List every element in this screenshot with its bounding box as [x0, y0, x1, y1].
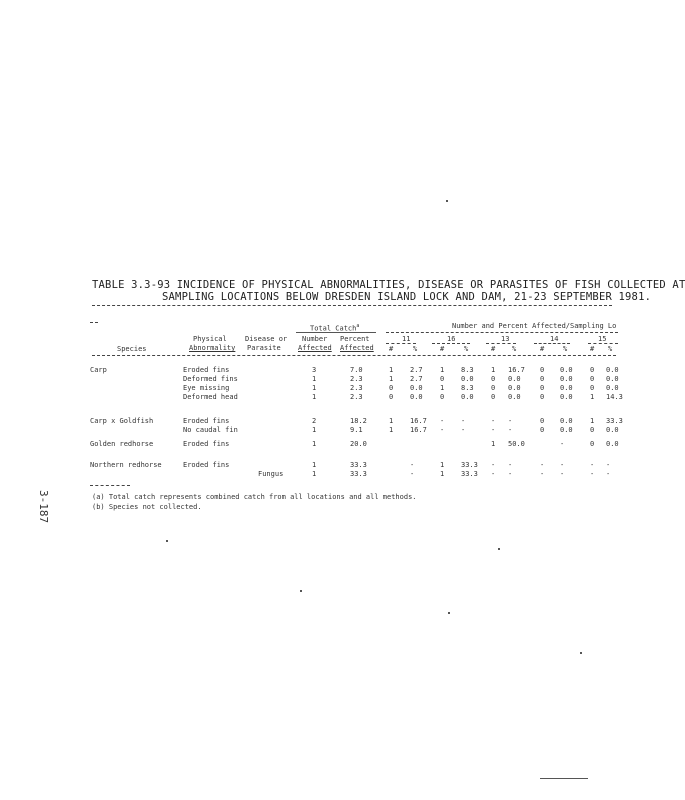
location-header-2: 16 [447, 335, 456, 343]
location-cell: 0 [590, 426, 595, 434]
location-cell: - [590, 461, 595, 469]
percent-affected-cell: 18.2 [350, 417, 367, 425]
location-cell: 0.0 [461, 393, 474, 401]
species-header: Species [117, 345, 147, 353]
location-cell: - [461, 417, 466, 425]
location-cell: - [560, 470, 565, 478]
location-cell: 1 [440, 461, 445, 469]
location-cell: - [410, 470, 415, 478]
locations-rule [386, 332, 618, 333]
location-cell: 14.3 [606, 393, 623, 401]
abnormality-cell: Eroded fins [183, 366, 230, 374]
location-cell: 0.0 [560, 375, 573, 383]
abnormality-cell: Deformed fins [183, 375, 238, 383]
location-cell: - [560, 440, 565, 448]
scan-speck [498, 548, 500, 550]
sub-pct-2: % [464, 345, 469, 353]
percent-affected-cell: 33.3 [350, 461, 367, 469]
location-rule-3 [486, 343, 516, 344]
location-cell: 0 [540, 366, 545, 374]
scan-speck [580, 652, 582, 654]
scan-speck [166, 540, 168, 542]
location-cell: 0 [540, 417, 545, 425]
location-rule-2 [432, 343, 470, 344]
header-tick [90, 322, 98, 323]
location-cell: 0.0 [560, 393, 573, 401]
abnormality-cell: Deformed head [183, 393, 238, 401]
location-cell: - [508, 417, 513, 425]
percent-affected-cell: 2.3 [350, 375, 363, 383]
location-cell: 0.0 [410, 393, 423, 401]
location-cell: 1 [590, 393, 595, 401]
percent-affected-cell: 9.1 [350, 426, 363, 434]
percent-affected-cell: 2.3 [350, 384, 363, 392]
location-cell: - [508, 461, 513, 469]
location-cell: 0.0 [508, 384, 521, 392]
location-cell: - [560, 461, 565, 469]
location-cell: 0 [389, 384, 394, 392]
page-number: 3-187 [37, 490, 50, 524]
location-cell: 0 [440, 393, 445, 401]
location-cell: 16.7 [508, 366, 525, 374]
table-title-line-1: TABLE 3.3-93 INCIDENCE OF PHYSICAL ABNORMALITIES, DISEASE OR PARASITES OF FISH COLLECTED AT [92, 279, 685, 291]
location-cell: - [440, 426, 445, 434]
number-affected-cell: 3 [312, 366, 317, 374]
footnote-a: (a) Total catch represents combined catch from all locations and all methods. [92, 493, 417, 501]
sub-num-2: # [440, 345, 445, 353]
number-affected-cell: 1 [312, 375, 317, 383]
location-cell: 0 [491, 393, 496, 401]
location-cell: - [508, 426, 513, 434]
location-cell: 1 [389, 417, 394, 425]
location-cell: - [606, 470, 611, 478]
location-cell: - [540, 461, 545, 469]
location-cell: - [606, 461, 611, 469]
location-cell: - [590, 470, 595, 478]
scan-speck [446, 200, 448, 202]
location-cell: - [491, 426, 496, 434]
location-cell: 0 [590, 440, 595, 448]
location-cell: 0 [540, 426, 545, 434]
physical-abnormality-header: Physical Abnormality [189, 335, 236, 352]
abnormality-cell: Eroded fins [183, 417, 230, 425]
location-cell: - [410, 461, 415, 469]
location-rule-1 [386, 343, 416, 344]
number-affected-cell: 1 [312, 384, 317, 392]
location-header-3: 13 [501, 335, 510, 343]
header-bottom-rule [92, 355, 616, 356]
location-cell: 0.0 [508, 393, 521, 401]
total-catch-rule [296, 332, 376, 333]
location-cell: 16.7 [410, 426, 427, 434]
sub-num-3: # [491, 345, 496, 353]
location-cell: 1 [491, 366, 496, 374]
location-cell: 1 [491, 440, 496, 448]
number-affected-cell: 1 [312, 461, 317, 469]
location-cell: 0 [540, 384, 545, 392]
location-cell: 1 [440, 384, 445, 392]
abnormality-cell: Eroded fins [183, 440, 230, 448]
location-cell: 1 [440, 470, 445, 478]
location-cell: 0.0 [560, 366, 573, 374]
location-cell: 0.0 [508, 375, 521, 383]
location-cell: - [491, 470, 496, 478]
abnormality-cell: Eye missing [183, 384, 230, 392]
sub-pct-4: % [563, 345, 568, 353]
location-cell: 1 [389, 426, 394, 434]
number-affected-cell: 2 [312, 417, 317, 425]
number-affected-cell: 1 [312, 440, 317, 448]
location-cell: - [461, 426, 466, 434]
species-cell: Carp x Goldfish [90, 417, 154, 425]
abnormality-cell: Eroded fins [183, 461, 230, 469]
scan-speck [300, 590, 302, 592]
percent-affected-header: Percent Affected [340, 335, 374, 352]
scan-line [540, 778, 588, 779]
sub-num-4: # [540, 345, 545, 353]
location-cell: 33.3 [461, 461, 478, 469]
footnote-b: (b) Species not collected. [92, 503, 202, 511]
location-cell: 2.7 [410, 375, 423, 383]
abnormality-cell: No caudal fin [183, 426, 238, 434]
number-affected-cell: 1 [312, 393, 317, 401]
location-cell: 0 [590, 366, 595, 374]
species-cell: Carp [90, 366, 107, 374]
sub-pct-1: % [413, 345, 418, 353]
number-affected-cell: 1 [312, 470, 317, 478]
total-catch-header: Total Catch$^a$ [310, 323, 360, 333]
location-cell: 8.3 [461, 366, 474, 374]
sub-pct-3: % [512, 345, 517, 353]
sub-num-1: # [389, 345, 394, 353]
location-cell: 0 [440, 375, 445, 383]
disease-parasite-header: Disease or Parasite [245, 335, 288, 352]
percent-affected-cell: 33.3 [350, 470, 367, 478]
location-cell: 0.0 [560, 417, 573, 425]
title-underline [92, 305, 612, 306]
sub-pct-5: % [608, 345, 613, 353]
location-cell: 0 [540, 375, 545, 383]
location-cell: 0.0 [560, 426, 573, 434]
percent-affected-cell: 20.0 [350, 440, 367, 448]
location-cell: 1 [440, 366, 445, 374]
footnote-rule [90, 485, 130, 486]
location-cell: 0 [491, 384, 496, 392]
location-cell: - [491, 461, 496, 469]
sub-num-5: # [590, 345, 595, 353]
location-cell: 16.7 [410, 417, 427, 425]
location-cell: 0.0 [606, 426, 619, 434]
number-affected-cell: 1 [312, 426, 317, 434]
location-header-1: 11 [402, 335, 411, 343]
location-cell: 0 [540, 393, 545, 401]
location-cell: - [491, 417, 496, 425]
location-cell: 0.0 [606, 440, 619, 448]
location-cell: 0.0 [606, 375, 619, 383]
table-title-line-2: SAMPLING LOCATIONS BELOW DRESDEN ISLAND LOCK AND DAM, 21-23 SEPTEMBER 1981. [162, 291, 652, 303]
location-cell: 0 [491, 375, 496, 383]
location-cell: 8.3 [461, 384, 474, 392]
species-cell: Northern redhorse [90, 461, 162, 469]
disease-cell: Fungus [258, 470, 284, 478]
species-cell: Golden redhorse [90, 440, 154, 448]
location-cell: - [540, 470, 545, 478]
location-cell: 1 [389, 375, 394, 383]
scan-speck [448, 612, 450, 614]
location-cell: 2.7 [410, 366, 423, 374]
location-cell: 1 [389, 366, 394, 374]
location-cell: 50.0 [508, 440, 525, 448]
location-cell: 0.0 [410, 384, 423, 392]
location-header-4: 14 [550, 335, 559, 343]
location-cell: 0.0 [606, 384, 619, 392]
location-rule-5 [588, 343, 618, 344]
location-cell: 0.0 [560, 384, 573, 392]
location-rule-4 [534, 343, 570, 344]
location-cell: 0 [590, 375, 595, 383]
location-cell: 0 [590, 384, 595, 392]
location-cell: 1 [590, 417, 595, 425]
number-percent-header: Number and Percent Affected/Sampling Lo [452, 322, 617, 330]
location-cell: - [508, 470, 513, 478]
number-affected-header: Number Affected [298, 335, 332, 352]
location-cell: - [440, 417, 445, 425]
location-cell: 0 [389, 393, 394, 401]
percent-affected-cell: 2.3 [350, 393, 363, 401]
location-cell: 33.3 [606, 417, 623, 425]
location-cell: 0.0 [461, 375, 474, 383]
location-cell: 33.3 [461, 470, 478, 478]
location-header-5: 15 [598, 335, 607, 343]
location-cell: 0.0 [606, 366, 619, 374]
percent-affected-cell: 7.0 [350, 366, 363, 374]
